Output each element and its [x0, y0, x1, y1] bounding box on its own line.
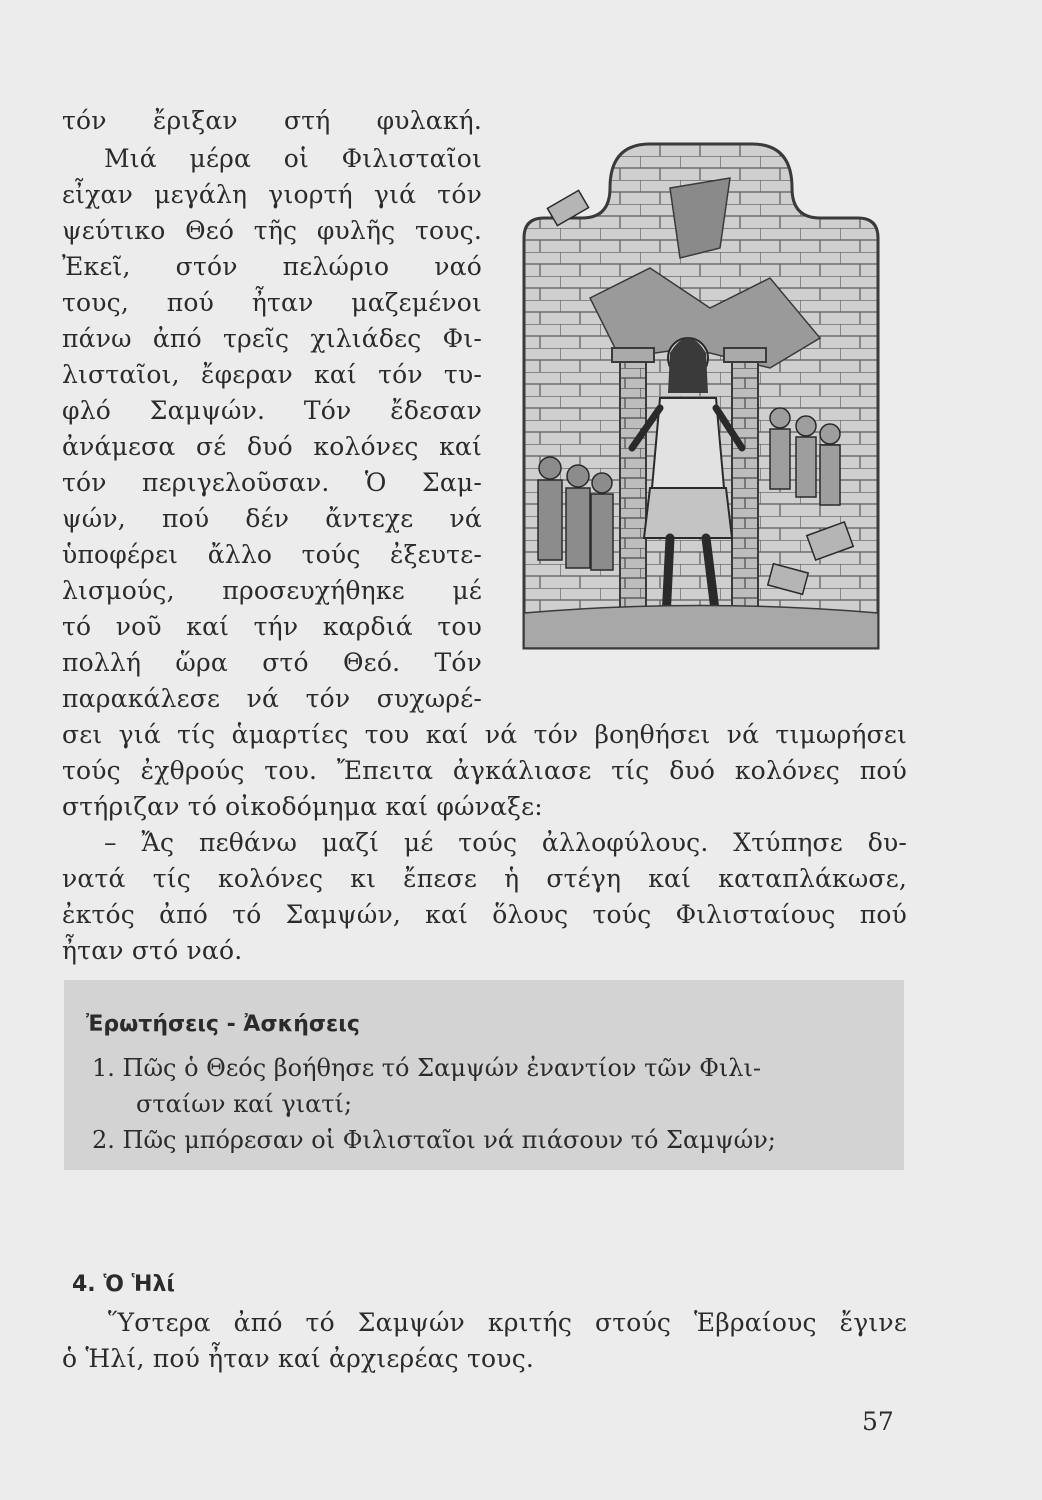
- story-line: ἀνάμεσα σέ δυό κολόνες καί: [62, 432, 482, 461]
- question-1-line-1: 1. Πῶς ὁ Θεός βοήθησε τό Σαμψών ἐναντίον τῶν Φιλι-: [92, 1054, 762, 1082]
- question-1-line-2: σταίων καί γιατί;: [136, 1090, 353, 1118]
- page-number: 57: [862, 1407, 894, 1436]
- story-line: εἶχαν μεγάλη γιορτή γιά τόν: [62, 180, 482, 209]
- section-line: ὁ Ἡλί, πού ἦταν καί ἀρχιερέας τους.: [62, 1344, 535, 1373]
- samson-illustration: [520, 108, 882, 656]
- story-line: λισμούς, προσευχήθηκε μέ: [62, 576, 482, 605]
- story-line: ἦταν στό ναό.: [62, 936, 243, 965]
- story-line: σει γιά τίς ἁμαρτίες του καί νά τόν βοηθήσει νά τιμωρήσει: [62, 720, 907, 749]
- story-line: πάνω ἀπό τρεῖς χιλιάδες Φι-: [62, 324, 482, 353]
- questions-title: Ἐρωτήσεις - Ἀσκήσεις: [86, 1012, 360, 1037]
- story-line: φλό Σαμψών. Τόν ἔδεσαν: [62, 396, 482, 425]
- story-line: παρακάλεσε νά τόν συχωρέ-: [62, 684, 482, 713]
- story-line: τους, πού ἦταν μαζεμένοι: [62, 288, 482, 317]
- story-line: τόν ἔριξαν στή φυλακή.: [62, 106, 482, 135]
- story-line: – Ἄς πεθάνω μαζί μέ τούς ἀλλοφύλους. Χτύπησε δυ-: [104, 828, 907, 857]
- story-line: Μιά μέρα οἱ Φιλισταῖοι: [104, 144, 482, 173]
- story-line: τό νοῦ καί τήν καρδιά του: [62, 612, 482, 641]
- story-line: λισταῖοι, ἔφεραν καί τόν τυ-: [62, 360, 482, 389]
- story-line: πολλή ὥρα στό Θεό. Τόν: [62, 648, 482, 677]
- story-line: ψεύτικο Θεό τῆς φυλῆς τους.: [62, 216, 482, 245]
- story-line: τόν περιγελοῦσαν. Ὁ Σαμ-: [62, 468, 482, 497]
- story-line: τούς ἐχθρούς του. Ἔπειτα ἀγκάλιασε τίς δυό κολόνες πού: [62, 756, 907, 785]
- story-line: Ἐκεῖ, στόν πελώριο ναό: [62, 252, 482, 281]
- section-line: Ὕστερα ἀπό τό Σαμψών κριτής στούς Ἑβραίους ἔγινε: [108, 1308, 907, 1337]
- section-title: 4. Ὁ Ἡλί: [72, 1272, 175, 1297]
- story-line: ὑποφέρει ἄλλο τούς ἐξευτε-: [62, 540, 482, 569]
- story-line: ἐκτός ἀπό τό Σαμψών, καί ὅλους τούς Φιλισταίους πού: [62, 900, 907, 929]
- story-line: ψών, πού δέν ἄντεχε νά: [62, 504, 482, 533]
- story-line: στήριζαν τό οἰκοδόμημα καί φώναξε:: [62, 792, 543, 821]
- story-line: νατά τίς κολόνες κι ἔπεσε ἡ στέγη καί καταπλάκωσε,: [62, 864, 907, 893]
- question-2: 2. Πῶς μπόρεσαν οἱ Φιλισταῖοι νά πιάσουν τό Σαμψών;: [92, 1126, 776, 1154]
